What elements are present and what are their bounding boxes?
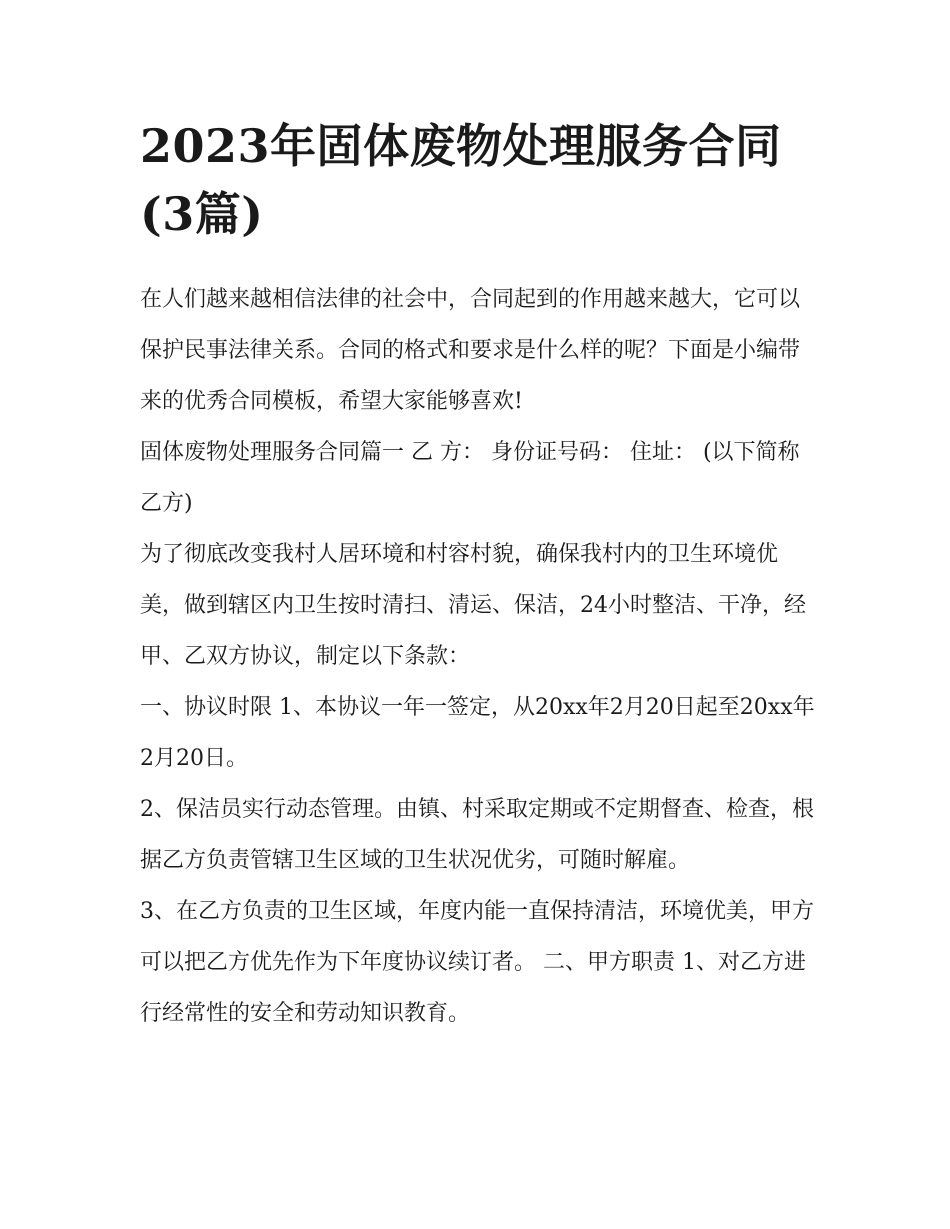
paragraph-clause-2: 2、保洁员实行动态管理。由镇、村采取定期或不定期督查、检查，根据乙方负责管辖卫生区域的卫生状况优劣，可随时解雇。 (140, 797, 814, 873)
paragraph-term: 一、协议时限 1、本协议一年一签定，从20xx年2月20日起至20xx年2月20日。 (140, 695, 815, 771)
paragraph-clause-3: 3、在乙方负责的卫生区域，年度内能一直保持清洁，环境优美，甲方可以把乙方优先作为下年度协议续订者。 二、甲方职责 1、对乙方进行经常性的安全和劳动知识教育。 (140, 899, 814, 1026)
document-body (140, 274, 820, 1039)
paragraph-intro: 在人们越来越相信法律的社会中，合同起到的作用越来越大，它可以保护民事法律关系。合同的格式和要求是什么样的呢？下面是小编带来的优秀合同模板，希望大家能够喜欢! (140, 287, 801, 414)
paragraph-purpose: 为了彻底改变我村人居环境和村容村貌，确保我村内的卫生环境优美，做到辖区内卫生按时清扫、清运、保洁，24小时整洁、干净，经甲、乙双方协议，制定以下条款： (140, 542, 806, 669)
paragraph-parties: 固体废物处理服务合同篇一 乙 方： 身份证号码： 住址： (以下简称乙方) (140, 440, 800, 516)
document-title: 2023年固体废物处理服务合同(3篇) (140, 119, 782, 241)
document-page (140, 112, 820, 1039)
